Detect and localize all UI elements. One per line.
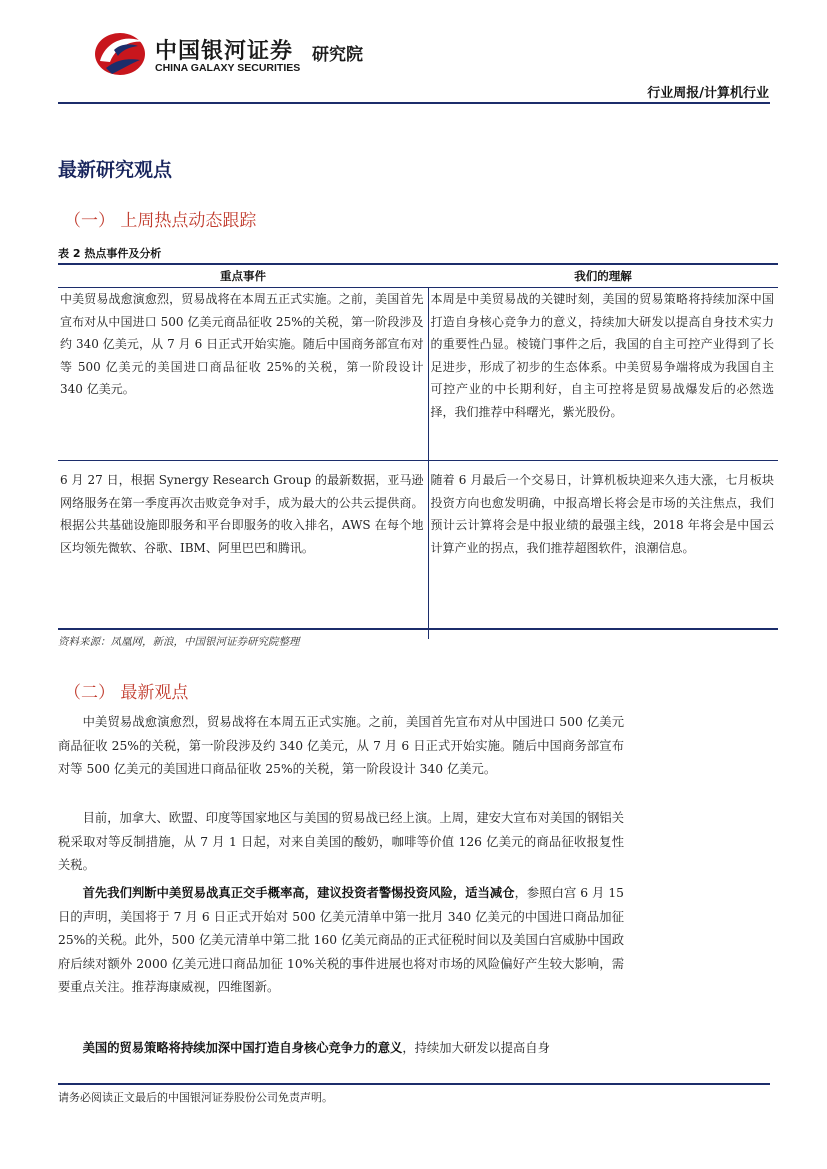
body-paragraph: 中美贸易战愈演愈烈，贸易战将在本周五正式实施。之前，美国首先宣布对从中国进口 500 亿美元商品征收 25%的关税，第一阶段涉及约 340 亿美元，从 7 月 6 日正式开始实施。随后中国商务部宣布对等 500 亿美元的美国进口商品征收 25%的关税，第一阶段设计 340 亿美元。 [58,715,624,776]
footer-divider [58,1083,770,1085]
paragraph-emphasis: 美国的贸易策略将持续加深中国打造自身核心竞争力的意义 [82,1041,403,1055]
body-paragraph: 目前，加拿大、欧盟、印度等国家地区与美国的贸易战已经上演。上周，建安大宣布对美国的钢铝关税采取对等反制措施，从 7 月 1 日起，对来自美国的酸奶，咖啡等价值 126 亿美元的商品征收报复性关税。 [58,811,624,872]
table-header-row [58,264,778,288]
header-divider [58,102,770,104]
hot-events-table [58,263,778,639]
section-title: 最新研究观点 [58,159,173,181]
table-cell-event: 6 月 27 日，根据 Synergy Research Group 的最新数据，亚马逊网络服务在第一季度再次击败竞争对手，成为最大的公共云提供商。根据公共基础设施即服务和平台即服务的收入排名，AWS 在每个地区均领先微软、谷歌、IBM、阿里巴巴和腾讯。 [58,461,428,640]
table-caption: 表 2 热点事件及分析 [58,247,162,260]
report-category: 行业周报/计算机行业 [647,86,769,101]
table-cell-analysis: 本周是中美贸易战的关键时刻，美国的贸易策略将持续加深中国打造自身核心竞争力的意义，持续加大研发以提高自身技术实力的重要性凸显。棱镜门事件之后，我国的自主可控产业得到了长足进步，形成了初步的生态体系。中美贸易争端将成为我国自主可控产业的中长期利好，自主可控将是贸易战爆发后的必然选择，我们推荐中科曙光，紫光股份。 [430,292,774,419]
table-row [58,288,778,461]
paragraph-text: ，持续加大研发以提高自身 [402,1041,550,1055]
table-row [58,461,778,640]
table-header-analysis: 我们的理解 [428,264,778,288]
paragraph-emphasis: 首先我们判断中美贸易战真正交手概率高，建议投资者警惕投资风险，适当减仓 [82,886,515,900]
paragraph-text: ，参照白宫 6 月 15 日的声明，美国将于 7 月 6 日正式开始对 500 亿美元清单中第一批月 340 亿美元的中国进口商品加征 25%的关税。此外，500 亿美元清单中第二批 160 亿美元商品的正式征税时间以及美国白宫威胁中国政府后续对额外 2000 亿美元进口商品加征 10%关税的事件进展也将对市场的风险偏好产生较大影响，需要重点关注。推荐海康威视，四维图新。 [58,886,624,994]
subsection-title-latest-views: （二） 最新观点 [64,683,189,703]
footer-disclaimer: 请务必阅读正文最后的中国银河证券股份公司免责声明。 [58,1091,333,1104]
institute-label: 研究院 [312,45,363,65]
body-paragraph [58,882,624,1000]
table-cell-analysis: 随着 6 月最后一个交易日，计算机板块迎来久违大涨，七月板块投资方向也愈发明确，中报高增长将会是市场的关注焦点，我们预计云计算将会是中报业绩的最强主线，2018 年将会是中国云计算产业的拐点，我们推荐超图软件，浪潮信息。 [428,461,778,640]
body-paragraph [58,1037,624,1061]
brand-name-en: CHINA GALAXY SECURITIES [155,62,301,74]
table-bottom-divider [58,628,778,630]
table-cell-event: 中美贸易战愈演愈烈，贸易战将在本周五正式实施。之前，美国首先宣布对从中国进口 500 亿美元商品征收 25%的关税，第一阶段涉及约 340 亿美元，从 7 月 6 日正式开始实施。随后中国商务部宣布对等 500 亿美元的美国进口商品征收 25%的关税，第一阶段设计 340 亿美元。 [58,288,428,461]
galaxy-logo-icon [92,28,148,78]
subsection-title-hot-events: （一） 上周热点动态跟踪 [64,211,257,231]
table-source-note: 资料来源：凤凰网，新浪，中国银河证券研究院整理 [58,636,300,648]
table-header-event: 重点事件 [58,264,428,288]
brand-name-cn: 中国银河证券 [155,39,294,64]
